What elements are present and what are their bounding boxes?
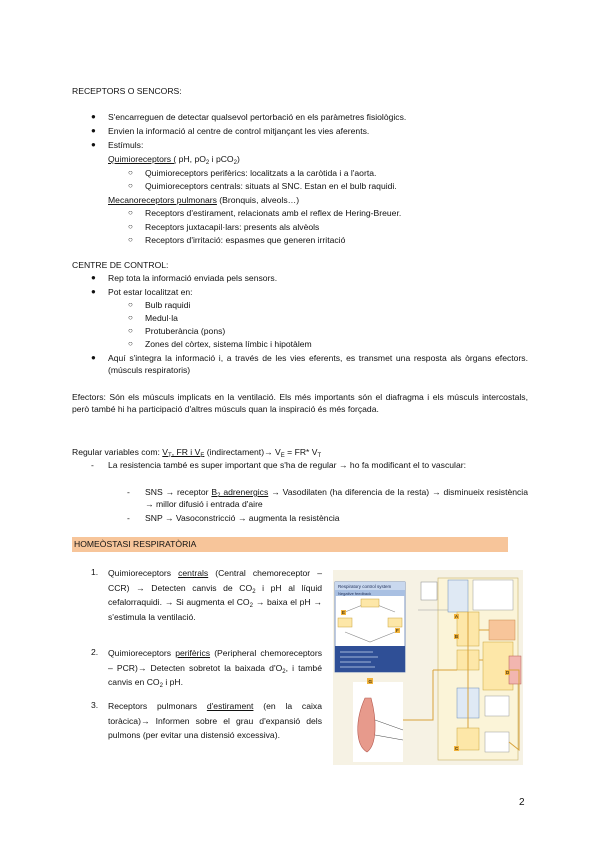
circle-bullet: ○ [128, 235, 133, 244]
circle-bullet: ○ [128, 208, 133, 217]
regular-dash-item: La resistencia també es super important que s'ha de regular → ho fa modificant el to vascular: [108, 460, 466, 470]
dash-bullet: - [91, 460, 94, 470]
regular-variables: $V_T$, FR i $V_E$ [162, 447, 205, 459]
bullet: ● [91, 112, 96, 121]
quimioreceptors-line: Quimioreceptors ( pH, $pO_2$ i pCO$_2$) [108, 154, 240, 166]
sub-bullet: - [127, 487, 130, 497]
letter-f: F [396, 628, 399, 633]
circle-bullet: ○ [128, 168, 133, 177]
circle-bullet: ○ [128, 300, 133, 309]
location-item-3: Protuberància (pons) [145, 326, 226, 336]
bullet: ● [91, 287, 96, 296]
control-item-2: Pot estar localitzat en: [108, 287, 193, 297]
letter-c: C [455, 746, 459, 751]
quimio-item-1: Quimioreceptors perifèrics: localitzats a la caròtida i a l'aorta. [145, 168, 377, 178]
homeostasi-item-1: Quimioreceptors centrals (Central chemoreceptor – CCR) → Detecten canvis de $CO_2$ i pH al líquid cefalorraquidi. → Si augmenta el $CO_2$ → baixa el pH → s'estimula la ventilació. [108, 568, 323, 622]
panel-title: Respiratory control system [338, 584, 392, 589]
receptors-item-3: Estímuls: [108, 140, 144, 150]
flow-box [489, 620, 515, 640]
control-item-1: Rep tota la informació enviada pels sensors. [108, 273, 278, 283]
letter-d: D [506, 670, 510, 675]
flow-box-small [421, 582, 437, 600]
location-item-1: Bulb raquidi [145, 300, 191, 310]
letter-a: A [455, 614, 459, 619]
circle-bullet: ○ [128, 181, 133, 190]
location-item-4: Zones del còrtex, sistema límbic i hipotàlem [145, 339, 312, 349]
panel-box [388, 618, 402, 627]
page-number: 2 [519, 797, 525, 808]
flow-box-brain [448, 580, 468, 612]
panel-box [361, 599, 379, 607]
homeostasi-heading-bar [72, 537, 508, 552]
quimio-item-2: Quimioreceptors centrals: situats al SNC. Estan en el bulb raquidi. [145, 181, 397, 191]
circle-bullet: ○ [128, 326, 133, 335]
receptors-item-2: Envien la informació al centre de control mitjançant les vies aferents. [108, 126, 370, 136]
flow-box [483, 642, 513, 690]
quimioreceptors-label: Quimioreceptors ( [108, 154, 177, 164]
circle-bullet: ○ [128, 222, 133, 231]
circle-bullet: ○ [128, 313, 133, 322]
section-heading-receptors: RECEPTORS O SENCORS: [72, 86, 182, 96]
flow-box [473, 580, 513, 610]
section-heading-control: CENTRE DE CONTROL: [72, 260, 169, 270]
location-item-2: Medul·la [145, 313, 178, 323]
meca-item-2: Receptors juxtacapil·lars: presents als alvèols [145, 222, 320, 232]
homeostasi-item-2: Quimioreceptors perifèrics (Peripheral chemoreceptors – PCR)→ Detecten sobretot la baixada $d'O_2$, i també canvis en $CO_2$ i pH. [108, 648, 322, 689]
list-number: 1. [91, 567, 99, 577]
respiratory-control-diagram [333, 570, 523, 765]
mecanoreceptors-line: Mecanoreceptors pulmonars (Bronquis, alveols…) [108, 195, 300, 205]
bullet: ● [91, 126, 96, 135]
legend-box [335, 646, 405, 672]
efectors-paragraph: Efectors: Són els músculs implicats en la ventilació. Els més importants són el diafragma i els músculs intercostals, però també hi ha participació d'altres músculs quan la inspiració és més forçada. [72, 392, 528, 414]
sns-item: SNS → receptor $B_2$ adrenergics → Vasodilaten (ha diferencia de la resta) → disminueix resistència → millor difusió i entrada d'aire [145, 487, 528, 509]
circle-bullet: ○ [128, 339, 133, 348]
panel-subtitle: Negative feedback [338, 591, 372, 596]
bullet: ● [91, 140, 96, 149]
b2-adrenergics: $B_2$ adrenergics [211, 487, 269, 499]
homeostasi-item-3: Receptors pulmonars d'estirament (en la caixa toràcica)→ Informen sobre el grau d'expansió dels pulmons (per evitar una distensió excessiva). [108, 701, 322, 740]
letter-b: B [455, 634, 459, 639]
meca-item-3: Receptors d'irritació: espasmes que generen irritació [145, 235, 346, 245]
flow-box [457, 728, 479, 750]
flow-box [485, 732, 509, 752]
panel-box [338, 618, 352, 627]
letter-e: E [342, 610, 346, 615]
flow-box [485, 696, 509, 716]
list-number: 2. [91, 647, 99, 657]
snp-item: SNP → Vasoconstricció → augmenta la resistència [145, 513, 340, 523]
regular-line: Regular variables com: $V_T$, FR i $V_E$ (indirectament)→ $V_E = FR*$ $V_T$ [72, 447, 322, 459]
sub-bullet: - [127, 513, 130, 523]
mecanoreceptors-label: Mecanoreceptors pulmonars [108, 195, 217, 205]
bullet: ● [91, 353, 96, 362]
list-number: 3. [91, 700, 99, 710]
label-letter: G [368, 679, 373, 684]
meca-item-1: Receptors d'estirament, relacionats amb el reflex de Hering-Breuer. [145, 208, 402, 218]
homeostasi-heading: HOMEÒSTASI RESPIRATÒRIA [74, 539, 197, 549]
receptors-item-1: S'encarreguen de detectar qualsevol pertorbació en els paràmetres fisiològics. [108, 112, 407, 122]
bullet: ● [91, 273, 96, 282]
control-item-3: Aquí s'integra la informació i, a través de les vies eferents, es transmet una resposta als òrgans efectors.(músculs respiratoris) [108, 353, 528, 375]
